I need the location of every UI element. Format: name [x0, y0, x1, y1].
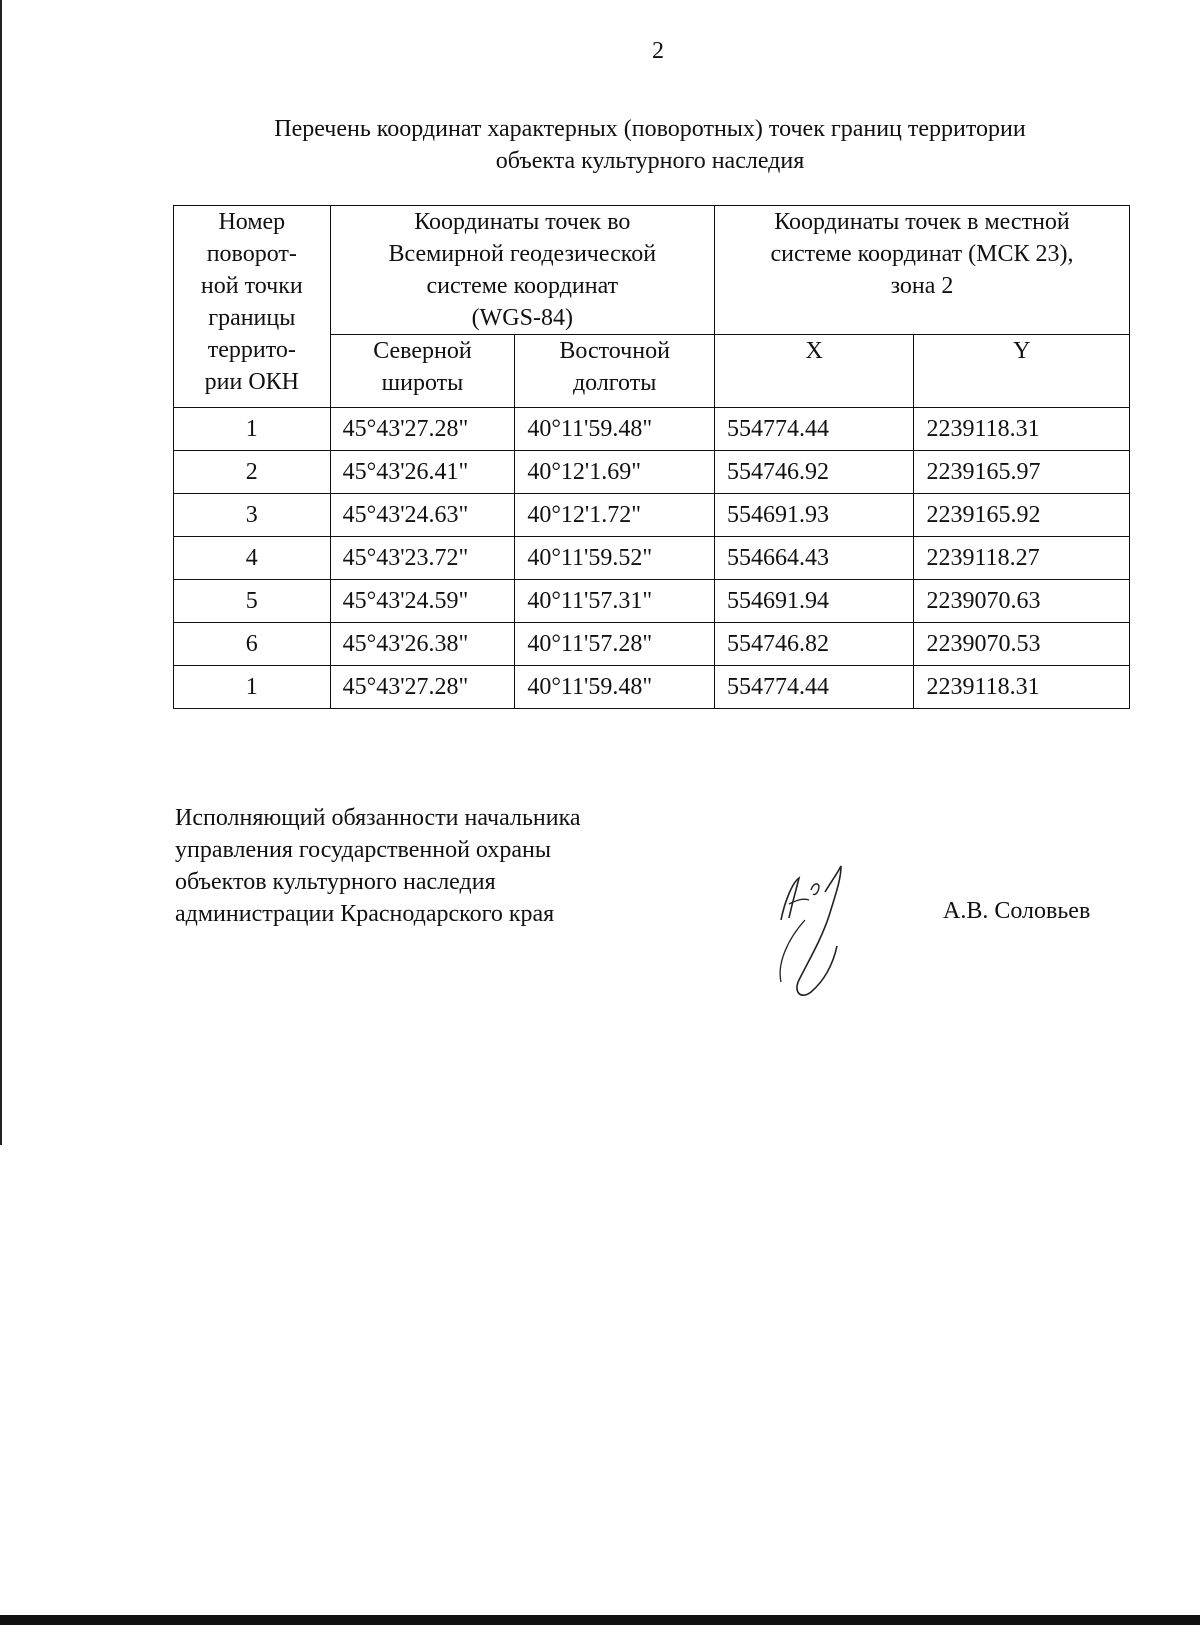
cell-point-number: 3 [174, 494, 331, 537]
header-y: Y [914, 335, 1130, 408]
cell-x: 554774.44 [714, 666, 914, 709]
header-longitude: Восточной долготы [515, 335, 715, 408]
cell-point-number: 5 [174, 580, 331, 623]
cell-x: 554774.44 [714, 408, 914, 451]
cell-y: 2239118.27 [914, 537, 1130, 580]
cell-point-number: 2 [174, 451, 331, 494]
cell-y: 2239070.63 [914, 580, 1130, 623]
signer-position [175, 802, 735, 930]
header-wgs84: Координаты точек во Всемирной геодезической системе координат (WGS-84) [330, 206, 714, 335]
scan-left-edge [0, 0, 2, 1145]
cell-latitude: 45°43'27.28" [330, 408, 515, 451]
cell-y: 2239118.31 [914, 408, 1130, 451]
table-row [174, 623, 1130, 666]
page-number: 2 [652, 38, 664, 64]
cell-longitude: 40°11'57.28" [515, 623, 715, 666]
cell-longitude: 40°11'57.31" [515, 580, 715, 623]
table-row [174, 494, 1130, 537]
cell-longitude: 40°12'1.72" [515, 494, 715, 537]
cell-longitude: 40°12'1.69" [515, 451, 715, 494]
table-row [174, 408, 1130, 451]
document-title-line-2: объекта культурного наследия [495, 148, 805, 174]
cell-latitude: 45°43'24.63" [330, 494, 515, 537]
cell-x: 554691.94 [714, 580, 914, 623]
document-title [170, 113, 1130, 177]
table-row [174, 580, 1130, 623]
cell-point-number: 4 [174, 537, 331, 580]
cell-y: 2239118.31 [914, 666, 1130, 709]
cell-latitude: 45°43'26.38" [330, 623, 515, 666]
signer-position-line: управления государственной охраны [175, 837, 551, 863]
table-row [174, 666, 1130, 709]
table-row [174, 537, 1130, 580]
cell-x: 554746.82 [714, 623, 914, 666]
scan-bottom-edge [0, 1615, 1200, 1625]
cell-point-number: 1 [174, 408, 331, 451]
signer-position-line: объектов культурного наследия [175, 869, 496, 895]
handwritten-signature [775, 860, 885, 1010]
signer-name: А.В. Соловьев [943, 898, 1091, 924]
header-point-number: Номер поворот- ной точки границы террито- рии ОКН [174, 206, 331, 408]
cell-longitude: 40°11'59.48" [515, 666, 715, 709]
cell-latitude: 45°43'24.59" [330, 580, 515, 623]
signer-position-line: Исполняющий обязанности начальника [175, 805, 581, 831]
cell-x: 554664.43 [714, 537, 914, 580]
cell-x: 554691.93 [714, 494, 914, 537]
document-title-line-1: Перечень координат характерных (поворотных) точек границ территории [274, 116, 1026, 142]
header-x: X [714, 335, 914, 408]
header-latitude: Северной широты [330, 335, 515, 408]
cell-y: 2239165.97 [914, 451, 1130, 494]
cell-point-number: 1 [174, 666, 331, 709]
cell-latitude: 45°43'27.28" [330, 666, 515, 709]
cell-longitude: 40°11'59.52" [515, 537, 715, 580]
cell-latitude: 45°43'23.72" [330, 537, 515, 580]
cell-latitude: 45°43'26.41" [330, 451, 515, 494]
coordinates-table [173, 205, 1130, 709]
header-msk23: Координаты точек в местной системе координат (МСК 23), зона 2 [714, 206, 1129, 335]
cell-longitude: 40°11'59.48" [515, 408, 715, 451]
cell-x: 554746.92 [714, 451, 914, 494]
cell-y: 2239165.92 [914, 494, 1130, 537]
cell-y: 2239070.53 [914, 623, 1130, 666]
cell-point-number: 6 [174, 623, 331, 666]
signer-position-line: администрации Краснодарского края [175, 901, 555, 927]
table-row [174, 451, 1130, 494]
